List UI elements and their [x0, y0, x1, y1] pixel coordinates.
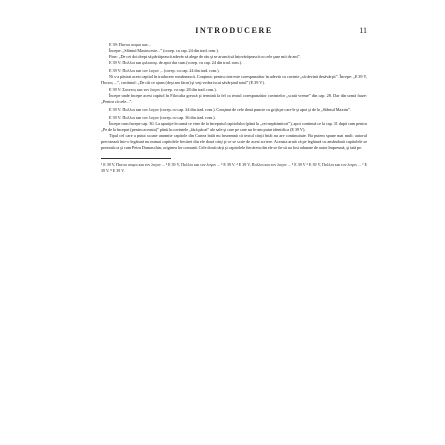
body-text [101, 42, 367, 173]
paragraph: Ε 39 V: Πολλοι και τον λογον (corep. cu cap. 36 din trad. rom.). [109, 114, 216, 120]
running-head [101, 26, 367, 38]
paragraph: Ε 39 V: Πολλοι και φιλοσοφ. de apoi dar cum (corep. cu cap. 24 din trad. rom.). [109, 60, 243, 66]
page-number: 11 [359, 26, 367, 35]
paragraph: Ni s-a păstrat acest capitol în traducere românească. Conţinut: pentru cine este corespunzător în adevăr cu cuvinte „să devină desăvârşit”. Începe: „Ε 39 V, Πιστος ...”, cuvântul: „De cât ce ajuns (deşi am făcut) şi veţi vedea iscat săvârşind totul” (Ε 39 V). [101, 73, 367, 85]
paragraph: Începe: „Sfântul Maxim este...” (corep. cu cap. 24 din trad. rom.). [109, 48, 219, 54]
paragraph: Ε 39 V: Πολλοι και τον λογον ... (corep. cu cap. 24 din trad. rom.). [109, 67, 220, 73]
footnote-rule [101, 158, 171, 159]
paragraph: Fine: „De cei doi drept să pârtăşească adevăr să alege de rău şi se aruncă să întovărăşească cu cele şase mii de ani”. [109, 54, 301, 60]
paragraph: Tipul cel care a putut scoate anumite capitole din Cartea întâi nu înseamnă că textul cărţii întâi nu are continuitate. Ba putem spune mai mult: autorul precizează într-o legătură nu numai capitolele fiecărei din ele două cărţi şi ce se scrie de acest scriere. Aceasta arată că pe legătură cu amândouă capitolele se prezintă ca şi cum Petru Damaschin, originea lor comună. Cele două cărţi şi capitolele fiecăreia din ele se fie să au fost adunate de autor împreună, şi iată pe. [101, 132, 367, 150]
footnote: ¹ Ε 39 V, Πιστοι σοφοι και τον λογον ... ² Ε 39 V, Πολλοι και τον λογον ... ³ Ε 39 V. ⁴ Ε 39 V, Πολλοι και τον λογον ... ⁵ Ε 39 V ⁶ Ε 39 V, Πολλοι και τον λογον ... ⁷ Ε 39 V. ⁸ Ε 39 V. [101, 161, 367, 173]
paragraph: Ε 39: Πιστοι σοφοι και... [109, 42, 151, 47]
paragraph: Ε 39 V: Συνετος και τον λογον (corep. cu cap. 28 din trad. rom.). [109, 87, 217, 93]
paragraph: Începe cum începe cap. 30. La apariţie în urmă ce vine de la începutul capitolului (până la „cei nepătimitori”), apoi continuă ce la cap. 31 după cum pentru „Pe de la început (pentru aceasta)” până la cuvintele „fără păcat” ale sale şi care pe care nu le-am putut identifica (Ε 39 V). [101, 120, 367, 132]
running-title: INTRODUCERE [195, 26, 273, 35]
paragraph: Începe unde începe acest capitol în Filocalia greacă şi termină la fel ca textul corespunzător cuvintelor „scută vreme” din cap. 28. Dar din urmă fraze: „Pentru că cele...”. [101, 93, 367, 105]
paragraph: Ε 39 V: Πολλοι και τον λογον (corep. cu cap. 24 din trad. rom.). Conţinut de cele două puncte cu grijă pe care le şi apoi şi de la „Sfântul Maxim”. [109, 106, 351, 112]
